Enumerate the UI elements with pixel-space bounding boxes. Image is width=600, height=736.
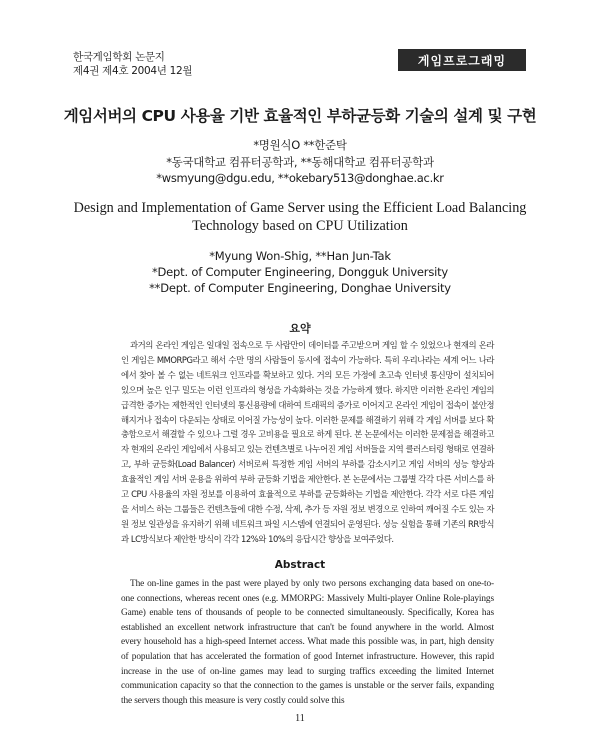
section-label: 게임프로그래밍 bbox=[398, 49, 526, 71]
author-affiliations-korean: *동국대학교 컴퓨터공학과, **동해대학교 컴퓨터공학과 bbox=[166, 154, 434, 169]
journal-issue: 제4권 제4호 2004년 12월 bbox=[73, 65, 193, 77]
paper-title-english-line2: Technology based on CPU Utilization bbox=[192, 218, 408, 234]
abstract-body-korean: 과거의 온라인 게임은 일대일 접속으로 두 사람만이 데이터를 주고받으며 게임 할 수 있었으나 현재의 온라인 게임은 MMORPG라고 해서 수만 명의 사람들이 동시에 접속이 가능하다. 특히 우리나라는 세계 어느 나라에서 찾아 볼 수 없는 네트워크 인프라를 확보하고 있다. 거의 모든 가정에 초고속 인터넷 통신망이 설치되어 있으며 높은 인구 밀도는 이런 인프라의 형성을 가속화하는 것을 가능하게 했다. 하지만 이러한 온라인 게임의 급격한 증가는 제한적인 인터넷의 통신용량에 대하여 트래픽의 증가로 이어지고 온라인 게임이 접속이 불안정해지거나 접속이 다운되는 상태로 이어질 가능성이 높다. 이러한 문제를 해결하기 위해 각 게임 서버를 보다 확충함으로서 해결할 수 있으나 그럴 경우 고비용을 필요로 하게 된다. 본 논문에서는 이러한 문제점을 해결하고자 현재의 온라인 게임에서 사용되고 있는 컨텐츠별로 나누어진 게임 서버들을 지역 클러스터링 형태로 연결하고, 부하 균등화(Load Balancer) 서버로써 특정한 게임 서버의 부하를 감소시키고 게임 서버의 성능 향상과 효율적인 게임 서버 운용을 위하여 부하 균등화 기법을 제안한다. 본 논문에서는 그룹별 각각 다른 서비스를 하고 CPU 사용율의 자원 정보를 이용하여 효율적으로 부하를 균등화하는 기법을 제안한다. 각각 서로 다른 게임을 서비스 하는 그룹들은 컨텐츠들에 대한 수정, 삭제, 추가 등 자원 정보 변경으로 인하여 깨어질 수도 있는 자원 정보 일관성을 유지하기 위해 네트워크 파일 시스템에 연결되어 운영된다. 성능 실험을 통해 기존의 RR방식과 LC방식보다 제안한 방식이 각각 12%와 10%의 응답시간 향상을 보여주었다. bbox=[121, 340, 494, 544]
abstract-heading-korean: 요약 bbox=[289, 322, 311, 335]
author-emails: *wsmyung@dgu.edu, **okebary513@donghae.ac.kr bbox=[156, 171, 444, 185]
authors-korean bbox=[0, 137, 600, 187]
journal-header bbox=[73, 50, 192, 78]
author-names-english: *Myung Won-Shig, **Han Jun-Tak bbox=[209, 249, 391, 263]
abstract-body-english: The on-line games in the past were played by only two persons exchanging data based on one-to-one connections, whereas recent ones (e.g. MMORPG: Massively Multi-player Online Role-playings Game) enable tens of thousands of people to be connected simultaneously. Specifically, Korea has established an excellent network infrastructure that can't be found anywhere in the world. Almost every household has a high-speed Internet access. What made this possible was, in part, high density of population that has accelerated the formation of good Internet infrastructure. However, this rapid increase in the use of on-line games may lead to surging traffics exceeding the limited Internet communication capacity so that the connection to the games is unstable or the server fails, expanding the servers though this measure is very costly could solve this bbox=[121, 579, 494, 706]
page-number: 11 bbox=[295, 713, 305, 724]
author-names-korean: *명원식O **한준탁 bbox=[253, 138, 347, 152]
author-affiliation-english-1: *Dept. of Computer Engineering, Dongguk University bbox=[151, 265, 449, 279]
authors-english bbox=[0, 248, 600, 296]
abstract-heading-english: Abstract bbox=[274, 559, 326, 571]
author-affiliation-english-2: **Dept. of Computer Engineering, Donghae University bbox=[149, 281, 451, 295]
paper-title-english-line1: Design and Implementation of Game Server using the Efficient Load Balancing bbox=[73, 200, 527, 216]
journal-name: 한국게임학회 논문지 bbox=[73, 51, 165, 63]
paper-title-english bbox=[0, 199, 600, 235]
paper-title-korean: 게임서버의 CPU 사용율 기반 효율적인 부하균등화 기술의 설계 및 구현 bbox=[63, 107, 537, 125]
